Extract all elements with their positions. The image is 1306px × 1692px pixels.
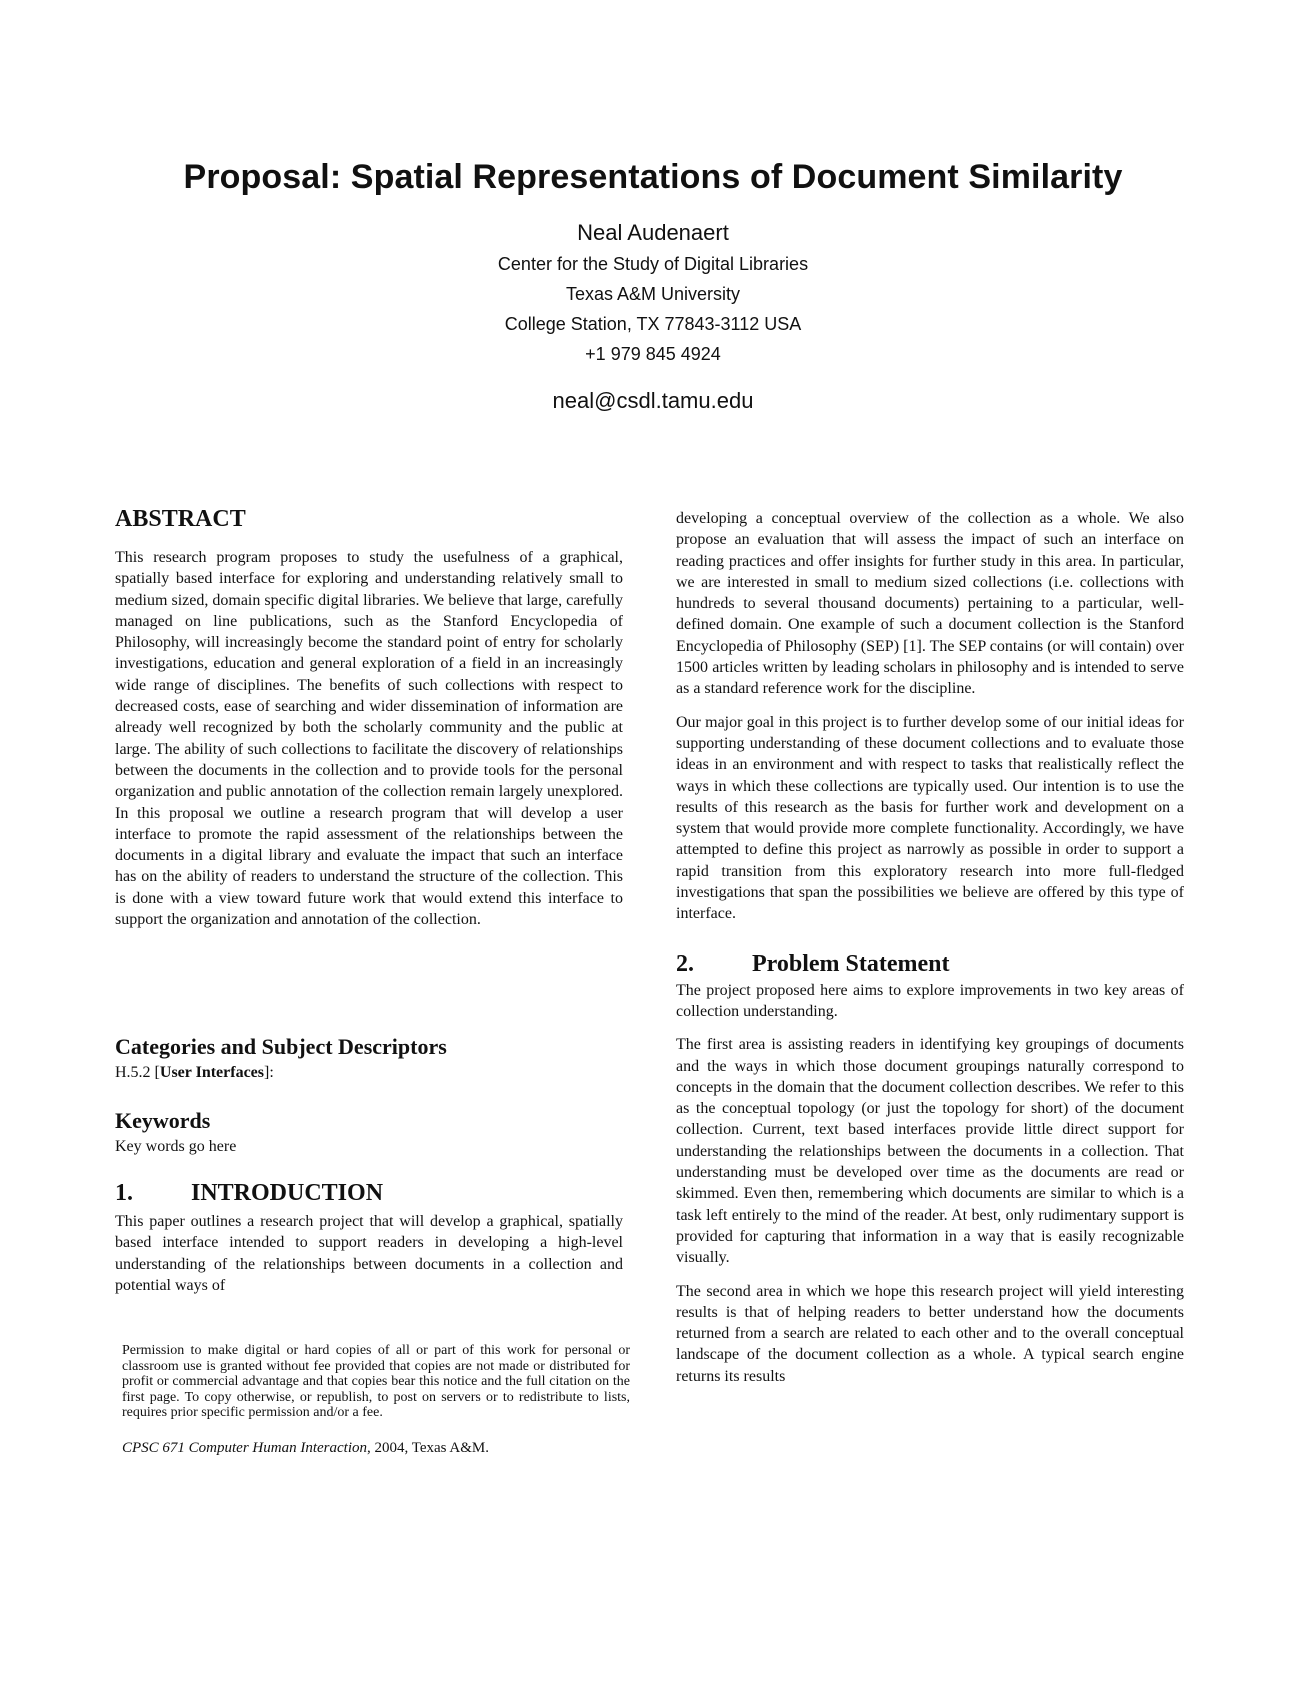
author-name: Neal Audenaert [577, 220, 729, 245]
categories-section [115, 1034, 623, 1083]
paper-title: Proposal: Spatial Representations of Document Similarity [183, 158, 1123, 196]
abstract-text: This research program proposes to study the usefulness of a graphical, spatially based interface for exploring and understanding relatively small to medium sized, domain specific digital libraries. We believe that large, carefully managed on line publications, such as the Stanford Encyclopedia of Philosophy, will increasingly become the standard point of entry for scholarly investigations, education and general exploration of a field in an increasingly wide range of disciplines. The benefits of such collections with respect to decreased costs, ease of searching and wider dissemination of information are already well recognized by both the scholarly community and the public at large. The ability of such collections to facilitate the discovery of relationships between the documents in the collection and to provide tools for the personal organization and public annotation of the collection remain largely unexplored. In this proposal we outline a research program that will develop a user interface to promote the rapid assessment of the relationships between the documents in a digital library and evaluate the impact that such an interface has on the ability of readers to understand the structure of the collection. This is done with a view toward future work that would extend this interface to support the organization and annotation of the collection. [115, 549, 623, 929]
first-area-paragraph: The first area is assisting readers in identifying key groupings of documents and the ways in which those document groupings naturally correspond to concepts in the domain that the document collection describes. We refer to this as the conceptual topology (or just the topology for short) of the document collection. Current, text based interfaces provide little direct support for understanding the relationships between the documents in a collection. That understanding must be developed over time as the documents are read or skimmed. Even then, remembering which documents are similar to which is a task left entirely to the mind of the reader. At best, only rudimentary support is provided for capturing that information in a way that is easily recognizable visually. [676, 1036, 1184, 1267]
goal-paragraph: Our major goal in this project is to further develop some of our initial ideas for supporting understanding of these document collections and to evaluate those ideas in an environment and with respect to tasks that realistically reflect the ways in which these collections are typically used. Our intention is to use the results of this research as the basis for further work and development on a system that would provide more complete functionality. Accordingly, we have attempted to define this project as narrowly as possible in order to support a rapid transition from this exploratory research into more full-fledged investigations that span the possibilities we believe are offered by this type of interface. [676, 713, 1184, 923]
intro-continued-paragraph: developing a conceptual overview of the collection as a whole. We also propose an evaluation that will assess the impact of such an interface on reading practices and offer insights for further study in this area. In particular, we are interested in small to medium sized collections (i.e. collections with hundreds to several thousand documents) pertaining to a particular, well-defined domain. One example of such a document collection is the Stanford Encyclopedia of Philosophy (SEP) [1]. The SEP contains (or will contain) over 1500 articles written by leading scholars in philosophy and is intended to serve as a standard reference work for the discipline. [676, 510, 1184, 698]
venue-italic: CPSC 671 Computer Human Interaction [122, 1439, 367, 1456]
introduction-title: INTRODUCTION [191, 1180, 384, 1206]
problem-statement-number: 2. [676, 950, 694, 977]
permission-block [122, 1343, 630, 1456]
introduction-text: This paper outlines a research project that will develop a graphical, spatially based interface intended to support readers in developing a high-level understanding of the relationships between documents in a collection and potential ways of [115, 1213, 623, 1294]
right-column [676, 508, 1184, 1387]
categories-heading: Categories and Subject Descriptors [115, 1034, 447, 1059]
introduction-number: 1. [115, 1180, 133, 1206]
abstract-heading: ABSTRACT [115, 506, 246, 532]
introduction-heading [115, 1180, 623, 1207]
author-email: neal@csdl.tamu.edu [552, 388, 754, 413]
affiliation-line-3: College Station, TX 77843-3112 USA [504, 314, 802, 334]
venue-line [122, 1441, 630, 1457]
categories-code: H.5.2 [ [115, 1064, 160, 1081]
categories-tail: ]: [264, 1064, 274, 1081]
problem-intro-paragraph: The project proposed here aims to explore improvements in two key areas of collection understanding. [676, 981, 1184, 1020]
venue-rest: , 2004, Texas A&M. [367, 1439, 490, 1456]
abstract-section [115, 506, 623, 930]
keywords-heading: Keywords [115, 1108, 211, 1133]
permission-text: Permission to make digital or hard copies of all or part of this work for personal or classroom use is granted without fee provided that copies are not made or distributed for profit or commercial advantage and that copies bear this notice and the full citation on the first page. To copy otherwise, or republish, to post on servers or to redistribute to lists, requires prior specific permission and/or a fee. [122, 1343, 630, 1420]
categories-text [115, 1062, 623, 1083]
categories-bold: User Interfaces [159, 1064, 264, 1081]
affiliation-line-2: Texas A&M University [565, 284, 741, 304]
second-area-paragraph: The second area in which we hope this research project will yield interesting results is that of helping readers to better understand how the documents returned from a search are related to each other and to the overall conceptual landscape of the document collection as a whole. A typical search engine returns its results [676, 1282, 1184, 1385]
affiliation-phone: +1 979 845 4924 [585, 344, 721, 364]
keywords-text: Key words go here [115, 1138, 237, 1155]
problem-statement-title: Problem Statement [752, 950, 950, 977]
problem-statement-heading [676, 951, 1184, 978]
introduction-section [115, 1180, 623, 1296]
keywords-section [115, 1108, 623, 1157]
affiliation-line-1: Center for the Study of Digital Libraries [497, 254, 809, 274]
